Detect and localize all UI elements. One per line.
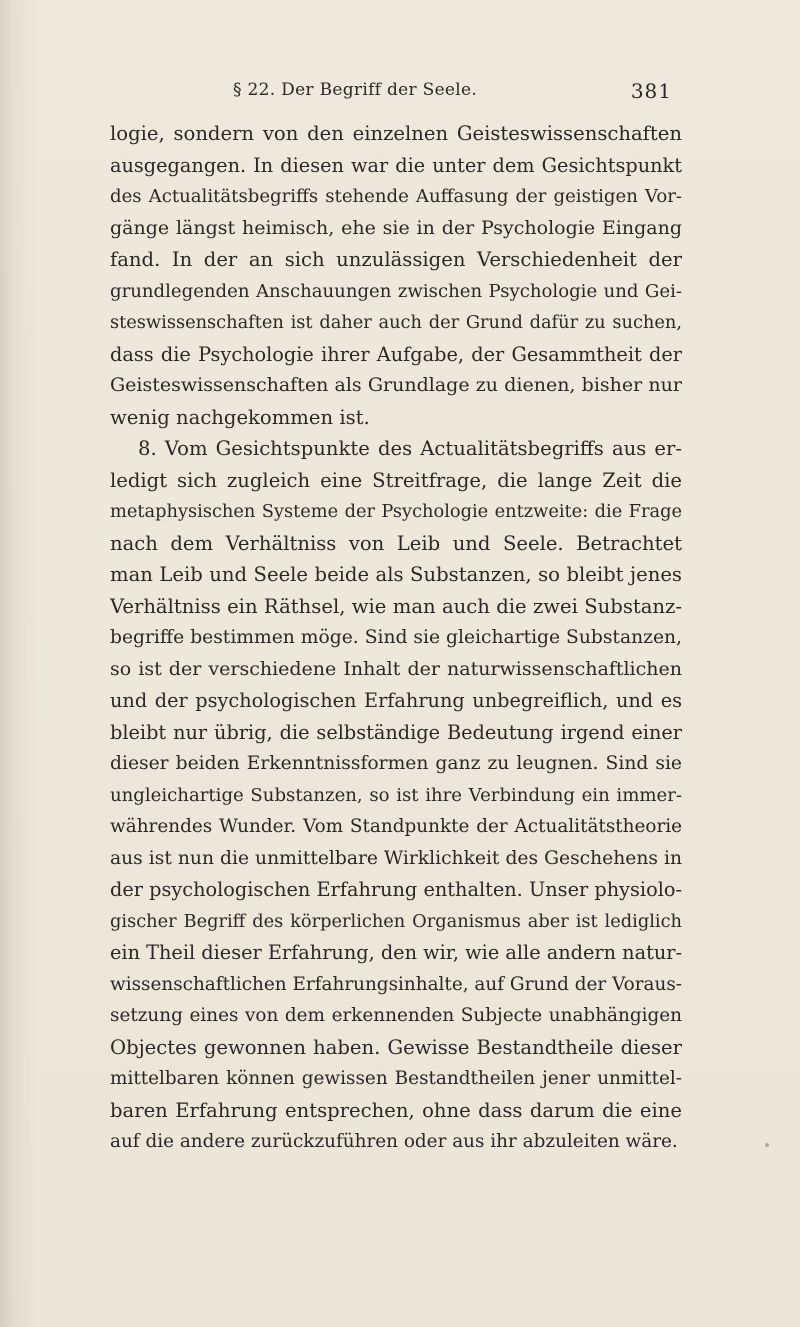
text-line: nach dem Verhältniss von Leib und Seele. Betrachtet bbox=[110, 531, 682, 555]
text-line: so ist der verschiedene Inhalt der naturwissenschaftlichen bbox=[110, 657, 682, 680]
text-line: aus ist nun die unmittelbare Wirklichkeit des Geschehens in bbox=[110, 847, 682, 869]
text-line: ein Theil dieser Erfahrung, den wir, wie alle andern natur- bbox=[110, 941, 682, 964]
running-head: § 22. Der Begriff der Seele. bbox=[233, 80, 478, 100]
text-line: setzung eines von dem erkennenden Subjecte unabhängigen bbox=[110, 1005, 682, 1026]
body-text bbox=[110, 118, 682, 1158]
text-line: bleibt nur übrig, die selbständige Bedeutung irgend einer bbox=[110, 720, 682, 744]
text-line: steswissenschaften ist daher auch der Grund dafür zu suchen, bbox=[110, 312, 682, 333]
text-line: logie, sondern von den einzelnen Geisteswissenschaften bbox=[110, 122, 682, 145]
text-line: der psychologischen Erfahrung enthalten. Unser physiolo- bbox=[110, 878, 682, 901]
text-line: Verhältniss ein Räthsel, wie man auch die zwei Substanz- bbox=[110, 594, 682, 618]
text-line: wenig nachgekommen ist. bbox=[110, 405, 370, 429]
text-line: wissenschaftlichen Erfahrungsinhalte, auf Grund der Voraus- bbox=[110, 973, 682, 995]
text-line: und der psychologischen Erfahrung unbegreiflich, und es bbox=[110, 689, 682, 712]
page-number: 381 bbox=[630, 79, 672, 103]
text-line: fand. In der an sich unzulässigen Verschiedenheit der bbox=[110, 248, 682, 271]
text-line: ledigt sich zugleich eine Streitfrage, die lange Zeit die bbox=[110, 468, 682, 492]
text-line: baren Erfahrung entsprechen, ohne dass darum die eine bbox=[110, 1098, 682, 1122]
text-line: auf die andere zurückzuführen oder aus ihr abzuleiten wäre. bbox=[110, 1131, 678, 1152]
text-line: metaphysischen Systeme der Psychologie entzweite: die Frage bbox=[110, 501, 682, 522]
text-line: gischer Begriff des körperlichen Organismus aber ist lediglich bbox=[110, 910, 682, 932]
page-header bbox=[150, 80, 672, 106]
text-line: begriffe bestimmen möge. Sind sie gleichartige Substanzen, bbox=[110, 627, 682, 648]
ink-smudge bbox=[765, 1143, 769, 1147]
text-line: ungleichartige Substanzen, so ist ihre Verbindung ein immer- bbox=[110, 784, 682, 806]
text-line: währendes Wunder. Vom Standpunkte der Actualitätstheorie bbox=[110, 816, 682, 837]
text-line: ausgegangen. In diesen war die unter dem Gesichtspunkt bbox=[110, 153, 682, 177]
paragraph-1 bbox=[110, 118, 682, 433]
text-line: 8. Vom Gesichtspunkte des Actualitätsbegriffs aus er- bbox=[138, 437, 682, 460]
text-line: Geisteswissenschaften als Grundlage zu dienen, bisher nur bbox=[110, 374, 682, 396]
text-line: dieser beiden Erkenntnissformen ganz zu leugnen. Sind sie bbox=[110, 753, 682, 774]
text-line: Objectes gewonnen haben. Gewisse Bestandtheile dieser bbox=[110, 1035, 682, 1059]
text-line: dass die Psychologie ihrer Aufgabe, der Gesammtheit der bbox=[110, 342, 682, 366]
text-line: des Actualitätsbegriffs stehende Auffasung der geistigen Vor- bbox=[110, 186, 682, 207]
text-line: man Leib und Seele beide als Substanzen, so bleibt jenes bbox=[110, 563, 682, 586]
text-line: mittelbaren können gewissen Bestandtheilen jener unmittel- bbox=[110, 1068, 682, 1089]
text-line: grundlegenden Anschauungen zwischen Psychologie und Gei- bbox=[110, 280, 682, 302]
text-line: gänge längst heimisch, ehe sie in der Psychologie Eingang bbox=[110, 216, 682, 239]
paragraph-2 bbox=[110, 433, 682, 1158]
